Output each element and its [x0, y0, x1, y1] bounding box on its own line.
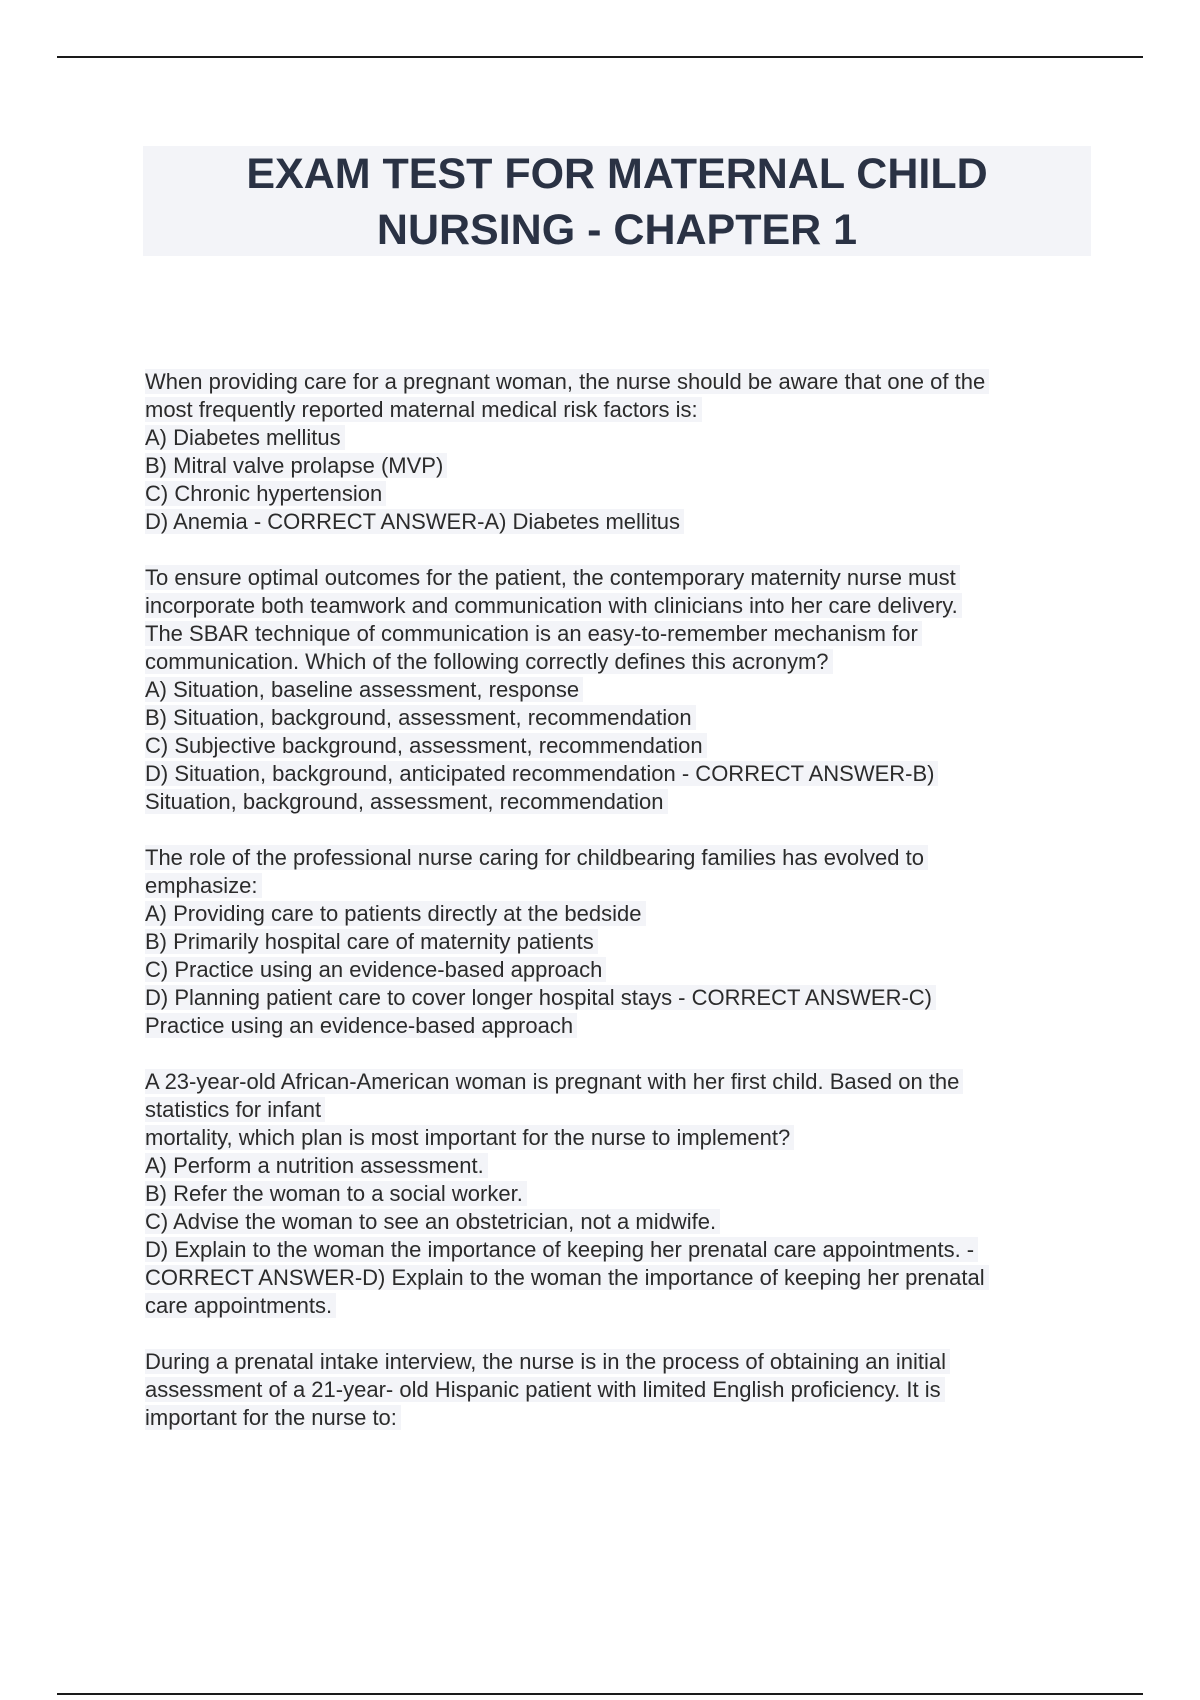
question-line — [145, 648, 1105, 676]
top-rule — [57, 56, 1143, 58]
question-line — [145, 844, 1105, 872]
question-block — [145, 844, 1105, 1040]
question-line-text: important for the nurse to: — [145, 1405, 401, 1430]
title-line-2: NURSING - CHAPTER 1 — [376, 206, 858, 254]
question-list — [145, 368, 1105, 1460]
question-line — [145, 620, 1105, 648]
question-block — [145, 1068, 1105, 1320]
question-line-text: When providing care for a pregnant woman, the nurse should be aware that one of the — [145, 369, 989, 394]
question-line-text: B) Refer the woman to a social worker. — [145, 1181, 527, 1206]
question-line-text: C) Subjective background, assessment, recommendation — [145, 733, 707, 758]
question-line-text: care appointments. — [145, 1293, 336, 1318]
question-line — [145, 1236, 1105, 1264]
question-line — [145, 424, 1105, 452]
question-line — [145, 592, 1105, 620]
bottom-rule — [57, 1693, 1143, 1695]
question-line — [145, 1292, 1105, 1320]
question-line — [145, 1376, 1105, 1404]
question-line — [145, 1068, 1105, 1096]
question-line-text: C) Chronic hypertension — [145, 481, 386, 506]
question-line-text: A) Situation, baseline assessment, response — [145, 677, 583, 702]
question-line-text: Situation, background, assessment, recommendation — [145, 789, 668, 814]
question-line — [145, 984, 1105, 1012]
question-line-text: The SBAR technique of communication is an easy-to-remember mechanism for — [145, 621, 922, 646]
question-line-text: The role of the professional nurse caring for childbearing families has evolved to — [145, 845, 928, 870]
question-line — [145, 872, 1105, 900]
page-title — [143, 146, 1091, 258]
question-line-text: D) Anemia - CORRECT ANSWER-A) Diabetes mellitus — [145, 509, 684, 534]
question-line — [145, 900, 1105, 928]
question-line — [145, 564, 1105, 592]
question-line-text: B) Situation, background, assessment, recommendation — [145, 705, 696, 730]
question-block — [145, 1348, 1105, 1432]
question-line-text: statistics for infant — [145, 1097, 325, 1122]
question-line-text: A) Diabetes mellitus — [145, 425, 345, 450]
title-line-1: EXAM TEST FOR MATERNAL CHILD — [246, 150, 988, 198]
question-line — [145, 1152, 1105, 1180]
question-line-text: D) Explain to the woman the importance of keeping her prenatal care appointments. - — [145, 1237, 978, 1262]
question-line-text: B) Mitral valve prolapse (MVP) — [145, 453, 447, 478]
question-block — [145, 368, 1105, 536]
question-line — [145, 676, 1105, 704]
question-line — [145, 1348, 1105, 1376]
question-line-text: To ensure optimal outcomes for the patient, the contemporary maternity nurse must — [145, 565, 960, 590]
question-line-text: Practice using an evidence-based approach — [145, 1013, 577, 1038]
question-line-text: C) Practice using an evidence-based approach — [145, 957, 606, 982]
question-block — [145, 564, 1105, 816]
question-line-text: communication. Which of the following correctly defines this acronym? — [145, 649, 833, 674]
question-line — [145, 368, 1105, 396]
question-line — [145, 480, 1105, 508]
question-line-text: A 23-year-old African-American woman is pregnant with her first child. Based on the — [145, 1069, 963, 1094]
question-line — [145, 1096, 1105, 1124]
question-line-text: most frequently reported maternal medical risk factors is: — [145, 397, 702, 422]
question-line — [145, 396, 1105, 424]
question-line — [145, 1208, 1105, 1236]
question-line — [145, 788, 1105, 816]
question-line-text: assessment of a 21-year- old Hispanic patient with limited English proficiency. It is — [145, 1377, 945, 1402]
question-line — [145, 1012, 1105, 1040]
question-line — [145, 1124, 1105, 1152]
question-line — [145, 452, 1105, 480]
question-line-text: mortality, which plan is most important for the nurse to implement? — [145, 1125, 794, 1150]
question-line-text: emphasize: — [145, 873, 262, 898]
question-line-text: D) Planning patient care to cover longer hospital stays - CORRECT ANSWER-C) — [145, 985, 936, 1010]
question-line-text: During a prenatal intake interview, the nurse is in the process of obtaining an initial — [145, 1349, 950, 1374]
question-line-text: D) Situation, background, anticipated recommendation - CORRECT ANSWER-B) — [145, 761, 938, 786]
question-line-text: CORRECT ANSWER-D) Explain to the woman the importance of keeping her prenatal — [145, 1265, 989, 1290]
question-line — [145, 732, 1105, 760]
question-line-text: A) Perform a nutrition assessment. — [145, 1153, 488, 1178]
question-line — [145, 704, 1105, 732]
question-line — [145, 1264, 1105, 1292]
question-line-text: incorporate both teamwork and communication with clinicians into her care delivery. — [145, 593, 962, 618]
question-line — [145, 1404, 1105, 1432]
question-line — [145, 956, 1105, 984]
question-line — [145, 928, 1105, 956]
question-line-text: B) Primarily hospital care of maternity patients — [145, 929, 598, 954]
question-line-text: C) Advise the woman to see an obstetrician, not a midwife. — [145, 1209, 720, 1234]
question-line-text: A) Providing care to patients directly at the bedside — [145, 901, 646, 926]
question-line — [145, 760, 1105, 788]
question-line — [145, 508, 1105, 536]
question-line — [145, 1180, 1105, 1208]
